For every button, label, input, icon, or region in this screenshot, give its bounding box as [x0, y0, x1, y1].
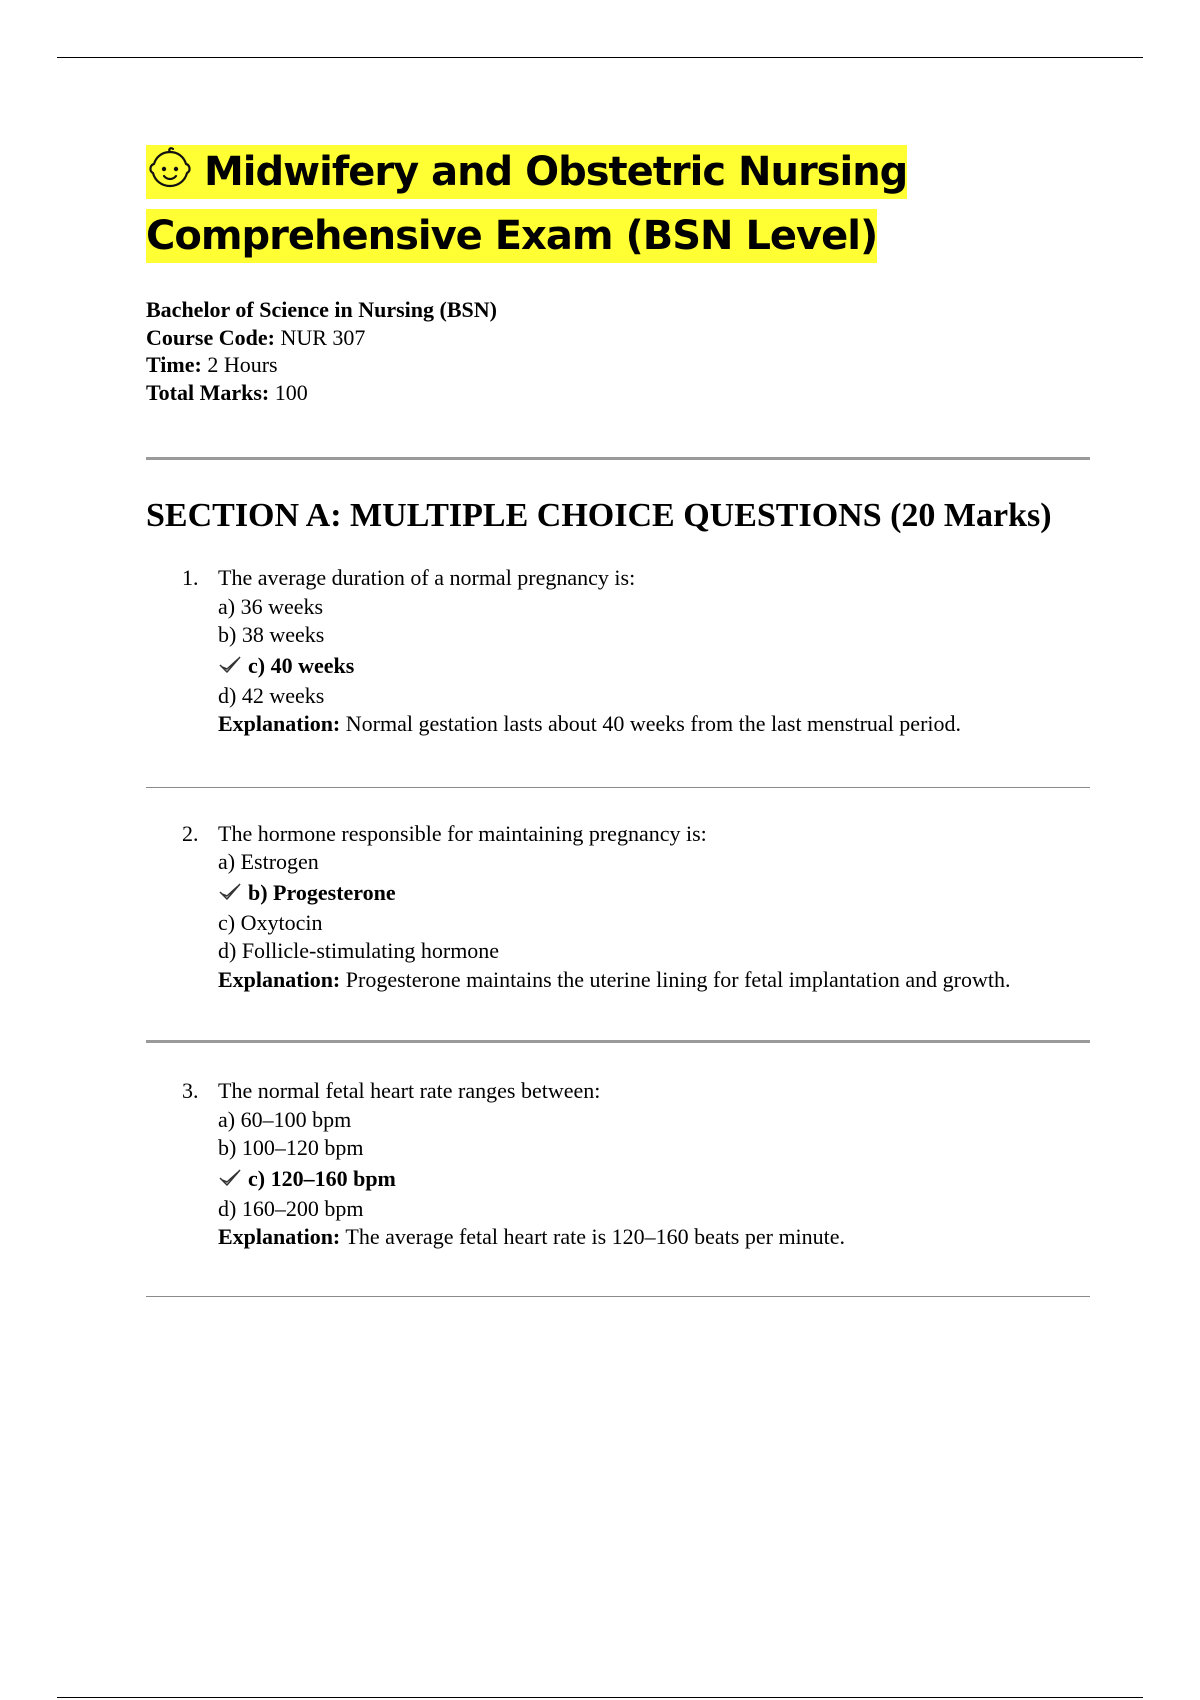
- option-c-correct: c) 40 weeks: [218, 650, 1090, 682]
- title-highlight: [146, 145, 907, 199]
- program-name: Bachelor of Science in Nursing (BSN): [146, 297, 497, 322]
- question-text: The hormone responsible for maintaining pregnancy is:: [218, 820, 707, 846]
- option-b-correct: b) Progesterone: [218, 877, 1090, 909]
- document-title: [146, 140, 1090, 268]
- option-a: a) 36 weeks: [218, 593, 324, 619]
- page-bottom-rule: [57, 1697, 1143, 1698]
- check-mark-icon: [218, 655, 242, 675]
- question-text: The average duration of a normal pregnancy is:: [218, 565, 636, 590]
- page-top-rule: [57, 57, 1143, 58]
- question-number: 2.: [182, 820, 199, 846]
- question-number: 1.: [182, 565, 199, 590]
- option-d: d) 42 weeks: [218, 682, 325, 708]
- option-a: a) 60–100 bpm: [218, 1106, 352, 1132]
- divider: [146, 1296, 1090, 1297]
- question-1: [146, 564, 1090, 739]
- baby-face-icon: [146, 145, 194, 193]
- section-a-title: SECTION A: MULTIPLE CHOICE QUESTIONS (20 Marks): [146, 497, 1052, 534]
- divider: [146, 787, 1090, 788]
- explanation: Explanation: Progesterone maintains the uterine lining for fetal implantation and growth.: [218, 966, 1011, 992]
- option-c-correct: c) 120–160 bpm: [218, 1163, 1090, 1195]
- question-2: [146, 820, 1090, 995]
- check-mark-icon: [218, 1168, 242, 1188]
- exam-time: Time: 2 Hours: [146, 352, 278, 377]
- question-number: 3.: [182, 1078, 199, 1103]
- divider: [146, 1040, 1090, 1043]
- explanation: Explanation: Normal gestation lasts about 40 weeks from the last menstrual period.: [218, 711, 962, 736]
- option-d: d) 160–200 bpm: [218, 1195, 364, 1221]
- option-b: b) 38 weeks: [218, 622, 325, 647]
- total-marks: Total Marks: 100: [146, 379, 308, 405]
- question-3: [146, 1077, 1090, 1252]
- question-text: The normal fetal heart rate ranges between:: [218, 1078, 601, 1103]
- option-b: b) 100–120 bpm: [218, 1135, 364, 1160]
- course-meta: [146, 296, 1090, 406]
- option-d: d) Follicle-stimulating hormone: [218, 938, 500, 963]
- explanation: Explanation: The average fetal heart rate is 120–160 beats per minute.: [218, 1224, 846, 1249]
- exam-document: [146, 140, 1090, 1297]
- divider: [146, 457, 1090, 460]
- title-line-1: Midwifery and Obstetric Nursing: [204, 149, 908, 195]
- check-mark-icon: [218, 882, 242, 902]
- option-c: c) Oxytocin: [218, 909, 323, 935]
- title-line-2: Comprehensive Exam (BSN Level): [146, 209, 877, 263]
- course-code: Course Code: NUR 307: [146, 324, 366, 350]
- option-a: a) Estrogen: [218, 849, 319, 874]
